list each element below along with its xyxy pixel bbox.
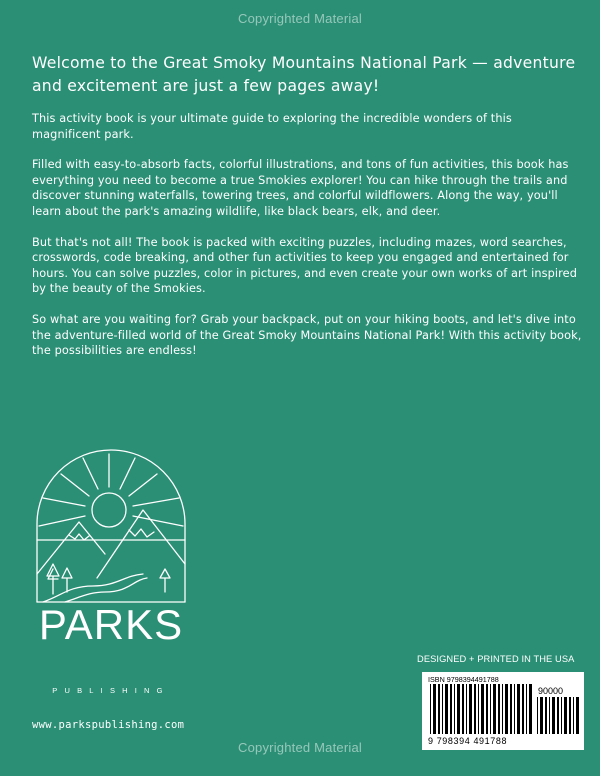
barcode-bar: [498, 684, 500, 734]
paragraph: But that's not all! The book is packed with exciting puzzles, including mazes, word searches, crosswords, code breaking, and other fun activities to keep you engaged and entertained for hours. You can solve puzzles, color in pictures, and even create your own works of art inspired by the beauty of the Smokies.: [32, 235, 578, 296]
paragraph: Filled with easy-to-absorb facts, colorful illustrations, and tons of fun activities, this book has everything you need to become a true Smokies explorer! You can hike through the trails and discover stunning waterfalls, towering trees, and colorful wildflowers. Along the way, you'll learn about the park's amazing wildlife, like black bears, elk, and deer.: [32, 158, 569, 218]
barcode-bar: [514, 684, 515, 734]
paragraph: So what are you waiting for? Grab your backpack, put on your hiking boots, and let's dive into the adventure-filled world of the Great Smoky Mountains National Park! With this activity book, the possibilities are endless!: [32, 312, 582, 358]
barcode-bar: [573, 697, 574, 734]
barcode-bar: [438, 684, 440, 734]
barcode-bar: [549, 697, 550, 734]
barcode-bar: [474, 684, 476, 734]
mountain-sun-emblem-icon: [31, 446, 191, 606]
barcode-bar: [522, 684, 524, 734]
barcode-bar: [454, 684, 455, 734]
barcode-bar: [469, 684, 472, 734]
barcode-bar: [552, 697, 555, 734]
barcode-bars-icon: [430, 684, 534, 734]
barcode-bar: [526, 684, 527, 734]
logo-wordmark: PARKS: [38, 601, 184, 648]
barcode-bar: [478, 684, 479, 734]
barcode-bar: [430, 684, 431, 734]
watermark-top: Copyrighted Material: [238, 11, 362, 26]
barcode-bar: [462, 684, 464, 734]
logo-tagline: PUBLISHING: [52, 686, 170, 695]
barcode-digits: 9 798394 491788: [428, 736, 508, 746]
barcode-bar: [442, 684, 443, 734]
barcode-panel: [422, 672, 584, 750]
barcode-bar: [450, 684, 452, 734]
barcode-bar: [493, 684, 496, 734]
barcode-bar: [457, 684, 460, 734]
barcode-bar: [564, 697, 567, 734]
price-code: 90000: [538, 686, 564, 696]
watermark-bottom: Copyrighted Material: [238, 740, 362, 755]
paragraph: This activity book is your ultimate guide to exploring the incredible wonders of this magnificent park.: [32, 112, 512, 141]
barcode-bar: [576, 697, 579, 734]
barcode-bar: [490, 684, 491, 734]
barcode-bar: [505, 684, 508, 734]
barcode-bar: [517, 684, 520, 734]
barcode-bar: [433, 684, 436, 734]
publisher-logo: [31, 446, 191, 706]
barcode-bar: [545, 697, 547, 734]
barcode-bar: [510, 684, 512, 734]
page-heading: Welcome to the Great Smoky Mountains National Park — adventure and excitement are just a few pages away!: [32, 54, 576, 95]
body-copy: [32, 111, 584, 374]
barcode-bar: [466, 684, 467, 734]
barcode-bar: [445, 684, 448, 734]
website-url[interactable]: www.parkspublishing.com: [32, 719, 185, 731]
barcode-bar: [486, 684, 488, 734]
barcode-bar: [569, 697, 571, 734]
barcode-bar: [557, 697, 559, 734]
barcode-bar: [481, 684, 484, 734]
printed-note: DESIGNED + PRINTED IN THE USA: [417, 654, 575, 664]
barcode-bar: [529, 684, 532, 734]
barcode-bar: [561, 697, 562, 734]
barcode-addon-bars-icon: [537, 697, 579, 734]
barcode-bar: [502, 684, 503, 734]
isbn-label: ISBN 9798394491788: [428, 675, 499, 684]
barcode-bar: [537, 697, 538, 734]
barcode-bar: [540, 697, 543, 734]
